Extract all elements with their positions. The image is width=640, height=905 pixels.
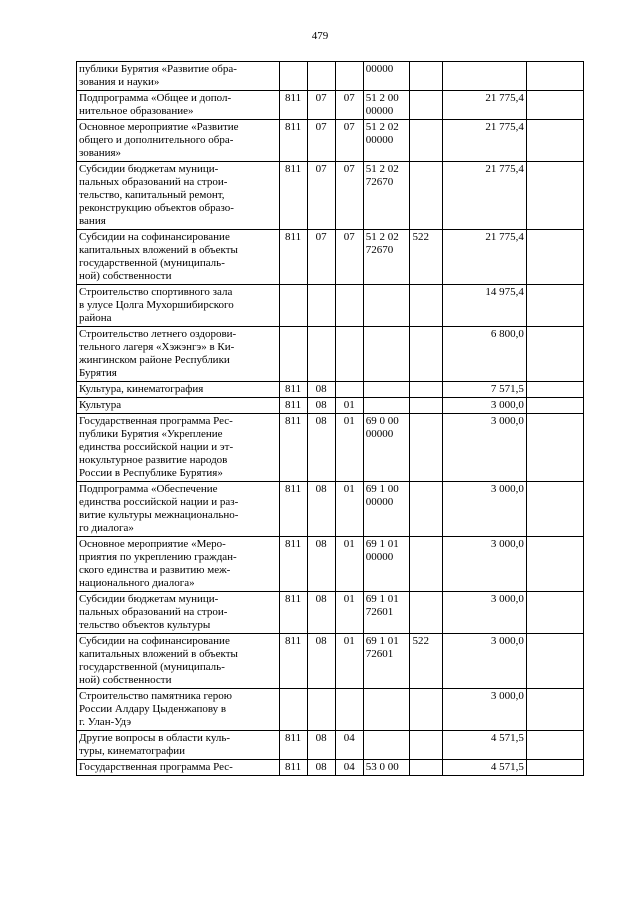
item-name-line: тельство объектов культуры — [79, 619, 211, 631]
item-name-line: вания — [79, 215, 106, 227]
subsection-code-cell: 01 — [335, 482, 363, 537]
amount-cell: 4 571,5 — [442, 731, 526, 760]
item-name-line: России в Республике Бурятия» — [79, 467, 223, 479]
item-name-line: Субсидии на софинансирование — [79, 231, 230, 243]
extra-amount-cell — [526, 731, 583, 760]
table-row — [77, 285, 584, 327]
item-name-line: реконструкцию объектов образо- — [79, 202, 234, 214]
item-name-line: Культура, кинематография — [79, 383, 204, 395]
amount-cell: 21 775,4 — [442, 91, 526, 120]
expense-type-cell — [410, 482, 442, 537]
item-name-cell — [77, 62, 280, 91]
item-name-line: Строительство спортивного зала — [79, 286, 233, 298]
section-code-cell: 08 — [307, 731, 335, 760]
ministry-code-cell: 811 — [279, 382, 307, 398]
ministry-code-cell: 811 — [279, 731, 307, 760]
target-article-cell — [363, 634, 410, 689]
ministry-code-cell: 811 — [279, 120, 307, 162]
item-name-line: тельство, капитальный ремонт, — [79, 189, 225, 201]
expense-type-cell — [410, 414, 442, 482]
subsection-code-cell: 01 — [335, 592, 363, 634]
extra-amount-cell — [526, 398, 583, 414]
item-name-cell — [77, 285, 280, 327]
table-row — [77, 327, 584, 382]
section-code-cell: 08 — [307, 414, 335, 482]
item-name-line: публики Бурятия «Развитие обра- — [79, 63, 237, 75]
item-name-line: в улусе Цолга Мухоршибирского — [79, 299, 234, 311]
target-article-line: 69 1 01 — [365, 635, 399, 647]
ministry-code-cell: 811 — [279, 537, 307, 592]
amount-cell: 21 775,4 — [442, 120, 526, 162]
subsection-code-cell: 01 — [335, 634, 363, 689]
section-code-cell: 08 — [307, 482, 335, 537]
expense-type-cell — [410, 689, 442, 731]
item-name-line: национального диалога» — [79, 577, 195, 589]
expense-type-cell — [410, 760, 442, 776]
target-article-cell — [363, 592, 410, 634]
item-name-line: Строительство памятника герою — [79, 690, 232, 702]
ministry-code-cell — [279, 285, 307, 327]
table-row — [77, 760, 584, 776]
target-article-line: 00000 — [365, 496, 394, 508]
target-article-line: 72670 — [365, 176, 394, 188]
table-row — [77, 592, 584, 634]
subsection-code-cell — [335, 285, 363, 327]
expense-type-cell — [410, 91, 442, 120]
expense-type-cell: 522 — [410, 634, 442, 689]
expense-type-cell — [410, 327, 442, 382]
target-article-cell — [363, 162, 410, 230]
item-name-cell — [77, 634, 280, 689]
amount-cell: 6 800,0 — [442, 327, 526, 382]
ministry-code-cell: 811 — [279, 760, 307, 776]
item-name-cell — [77, 382, 280, 398]
amount-cell: 21 775,4 — [442, 230, 526, 285]
section-code-cell: 08 — [307, 634, 335, 689]
target-article-cell — [363, 731, 410, 760]
amount-cell — [442, 62, 526, 91]
item-name-line: Субсидии бюджетам муници- — [79, 593, 219, 605]
table-row — [77, 482, 584, 537]
section-code-cell — [307, 62, 335, 91]
ministry-code-cell: 811 — [279, 482, 307, 537]
item-name-cell — [77, 592, 280, 634]
expense-type-cell — [410, 731, 442, 760]
item-name-line: Субсидии бюджетам муници- — [79, 163, 219, 175]
ministry-code-cell: 811 — [279, 91, 307, 120]
item-name-line: капитальных вложений в объекты — [79, 244, 238, 256]
expense-type-cell — [410, 162, 442, 230]
ministry-code-cell: 811 — [279, 162, 307, 230]
amount-cell: 3 000,0 — [442, 537, 526, 592]
section-code-cell — [307, 285, 335, 327]
extra-amount-cell — [526, 414, 583, 482]
target-article-line: 00000 — [365, 63, 394, 75]
table-row — [77, 398, 584, 414]
target-article-cell — [363, 62, 410, 91]
target-article-line: 69 0 00 — [365, 415, 399, 427]
item-name-line: России Алдару Цыденжапову в — [79, 703, 227, 715]
target-article-cell — [363, 398, 410, 414]
subsection-code-cell — [335, 382, 363, 398]
item-name-line: зования» — [79, 147, 122, 159]
extra-amount-cell — [526, 634, 583, 689]
amount-cell: 21 775,4 — [442, 162, 526, 230]
ministry-code-cell: 811 — [279, 230, 307, 285]
amount-cell: 3 000,0 — [442, 634, 526, 689]
item-name-cell — [77, 120, 280, 162]
extra-amount-cell — [526, 327, 583, 382]
section-code-cell: 08 — [307, 537, 335, 592]
amount-cell: 3 000,0 — [442, 414, 526, 482]
item-name-line: приятия по укреплению граждан- — [79, 551, 237, 563]
subsection-code-cell — [335, 62, 363, 91]
item-name-cell — [77, 327, 280, 382]
item-name-line: Другие вопросы в области куль- — [79, 732, 231, 744]
table-row — [77, 414, 584, 482]
section-code-cell: 08 — [307, 382, 335, 398]
expense-type-cell — [410, 398, 442, 414]
extra-amount-cell — [526, 62, 583, 91]
target-article-cell — [363, 482, 410, 537]
target-article-cell — [363, 327, 410, 382]
ministry-code-cell: 811 — [279, 414, 307, 482]
target-article-line: 51 2 02 — [365, 121, 399, 133]
item-name-line: го диалога» — [79, 522, 134, 534]
item-name-line: государственной (муниципаль- — [79, 661, 225, 673]
table-row — [77, 689, 584, 731]
target-article-line: 69 1 01 — [365, 593, 399, 605]
extra-amount-cell — [526, 382, 583, 398]
subsection-code-cell — [335, 327, 363, 382]
table-row — [77, 634, 584, 689]
expense-type-cell — [410, 285, 442, 327]
item-name-line: г. Улан-Удэ — [79, 716, 132, 728]
target-article-cell — [363, 414, 410, 482]
item-name-line: жингинском районе Республики — [79, 354, 230, 366]
item-name-line: Государственная программа Рес- — [79, 415, 233, 427]
target-article-line: 00000 — [365, 134, 394, 146]
amount-cell: 14 975,4 — [442, 285, 526, 327]
section-code-cell: 07 — [307, 162, 335, 230]
item-name-line: района — [79, 312, 112, 324]
item-name-line: государственной (муниципаль- — [79, 257, 225, 269]
item-name-line: пальных образований на строи- — [79, 176, 228, 188]
target-article-line: 72601 — [365, 648, 394, 660]
subsection-code-cell: 04 — [335, 760, 363, 776]
section-code-cell — [307, 689, 335, 731]
table-row — [77, 62, 584, 91]
item-name-line: Бурятия — [79, 367, 117, 379]
extra-amount-cell — [526, 120, 583, 162]
expense-type-cell — [410, 537, 442, 592]
amount-cell: 7 571,5 — [442, 382, 526, 398]
target-article-line: 53 0 00 — [365, 761, 399, 773]
subsection-code-cell: 07 — [335, 162, 363, 230]
subsection-code-cell: 07 — [335, 120, 363, 162]
section-code-cell — [307, 327, 335, 382]
target-article-line: 00000 — [365, 428, 394, 440]
amount-cell: 3 000,0 — [442, 689, 526, 731]
extra-amount-cell — [526, 230, 583, 285]
table-row — [77, 120, 584, 162]
subsection-code-cell: 01 — [335, 537, 363, 592]
budget-table-body — [77, 62, 584, 776]
amount-cell: 3 000,0 — [442, 592, 526, 634]
item-name-line: Подпрограмма «Обеспечение — [79, 483, 218, 495]
table-row — [77, 230, 584, 285]
table-row — [77, 91, 584, 120]
item-name-line: Строительство летнего оздорови- — [79, 328, 237, 340]
expense-type-cell — [410, 120, 442, 162]
extra-amount-cell — [526, 592, 583, 634]
ministry-code-cell — [279, 689, 307, 731]
item-name-line: нокультурное развитие народов — [79, 454, 228, 466]
table-row — [77, 382, 584, 398]
section-code-cell: 07 — [307, 230, 335, 285]
target-article-cell — [363, 760, 410, 776]
table-row — [77, 731, 584, 760]
target-article-line: 72601 — [365, 606, 394, 618]
extra-amount-cell — [526, 91, 583, 120]
target-article-line: 69 1 01 — [365, 538, 399, 550]
budget-table — [76, 61, 584, 776]
item-name-line: Культура — [79, 399, 122, 411]
item-name-cell — [77, 482, 280, 537]
item-name-line: Субсидии на софинансирование — [79, 635, 230, 647]
extra-amount-cell — [526, 482, 583, 537]
subsection-code-cell: 07 — [335, 91, 363, 120]
item-name-line: капитальных вложений в объекты — [79, 648, 238, 660]
item-name-line: туры, кинематографии — [79, 745, 185, 757]
target-article-line: 51 2 00 — [365, 92, 399, 104]
item-name-cell — [77, 230, 280, 285]
expense-type-cell — [410, 62, 442, 91]
extra-amount-cell — [526, 760, 583, 776]
target-article-cell — [363, 230, 410, 285]
item-name-line: пальных образований на строи- — [79, 606, 228, 618]
target-article-cell — [363, 537, 410, 592]
item-name-line: витие культуры межнационально- — [79, 509, 239, 521]
item-name-line: Основное мероприятие «Развитие — [79, 121, 239, 133]
ministry-code-cell — [279, 62, 307, 91]
section-code-cell: 08 — [307, 592, 335, 634]
target-article-cell — [363, 382, 410, 398]
table-row — [77, 162, 584, 230]
target-article-cell — [363, 689, 410, 731]
item-name-line: ского единства и развитию меж- — [79, 564, 231, 576]
item-name-line: ной) собственности — [79, 674, 172, 686]
extra-amount-cell — [526, 537, 583, 592]
target-article-cell — [363, 91, 410, 120]
item-name-line: нительное образование» — [79, 105, 194, 117]
subsection-code-cell: 01 — [335, 414, 363, 482]
amount-cell: 3 000,0 — [442, 398, 526, 414]
subsection-code-cell: 07 — [335, 230, 363, 285]
item-name-line: единства российской нации и эт- — [79, 441, 234, 453]
item-name-line: тельного лагеря «Хэжэнгэ» в Ки- — [79, 341, 235, 353]
page-number: 479 — [311, 30, 329, 42]
extra-amount-cell — [526, 285, 583, 327]
amount-cell: 3 000,0 — [442, 482, 526, 537]
expense-type-cell: 522 — [410, 230, 442, 285]
subsection-code-cell — [335, 689, 363, 731]
ministry-code-cell: 811 — [279, 398, 307, 414]
target-article-line: 00000 — [365, 551, 394, 563]
item-name-cell — [77, 689, 280, 731]
target-article-line: 69 1 00 — [365, 483, 399, 495]
extra-amount-cell — [526, 689, 583, 731]
item-name-cell — [77, 537, 280, 592]
item-name-cell — [77, 414, 280, 482]
subsection-code-cell: 04 — [335, 731, 363, 760]
section-code-cell: 07 — [307, 91, 335, 120]
target-article-line: 51 2 02 — [365, 231, 399, 243]
ministry-code-cell — [279, 327, 307, 382]
amount-cell: 4 571,5 — [442, 760, 526, 776]
target-article-cell — [363, 285, 410, 327]
item-name-line: публики Бурятия «Укрепление — [79, 428, 223, 440]
target-article-line: 51 2 02 — [365, 163, 399, 175]
item-name-line: Подпрограмма «Общее и допол- — [79, 92, 232, 104]
item-name-line: зования и науки» — [79, 76, 160, 88]
item-name-line: Государственная программа Рес- — [79, 761, 233, 773]
extra-amount-cell — [526, 162, 583, 230]
expense-type-cell — [410, 592, 442, 634]
target-article-line: 00000 — [365, 105, 394, 117]
target-article-line: 72670 — [365, 244, 394, 256]
section-code-cell: 08 — [307, 398, 335, 414]
item-name-line: общего и дополнительного обра- — [79, 134, 234, 146]
item-name-cell — [77, 760, 280, 776]
item-name-line: ной) собственности — [79, 270, 172, 282]
item-name-line: Основное мероприятие «Меро- — [79, 538, 226, 550]
item-name-cell — [77, 91, 280, 120]
item-name-line: единства российской нации и раз- — [79, 496, 239, 508]
item-name-cell — [77, 731, 280, 760]
target-article-cell — [363, 120, 410, 162]
item-name-cell — [77, 162, 280, 230]
expense-type-cell — [410, 382, 442, 398]
subsection-code-cell: 01 — [335, 398, 363, 414]
ministry-code-cell: 811 — [279, 634, 307, 689]
ministry-code-cell: 811 — [279, 592, 307, 634]
table-row — [77, 537, 584, 592]
item-name-cell — [77, 398, 280, 414]
section-code-cell: 08 — [307, 760, 335, 776]
section-code-cell: 07 — [307, 120, 335, 162]
